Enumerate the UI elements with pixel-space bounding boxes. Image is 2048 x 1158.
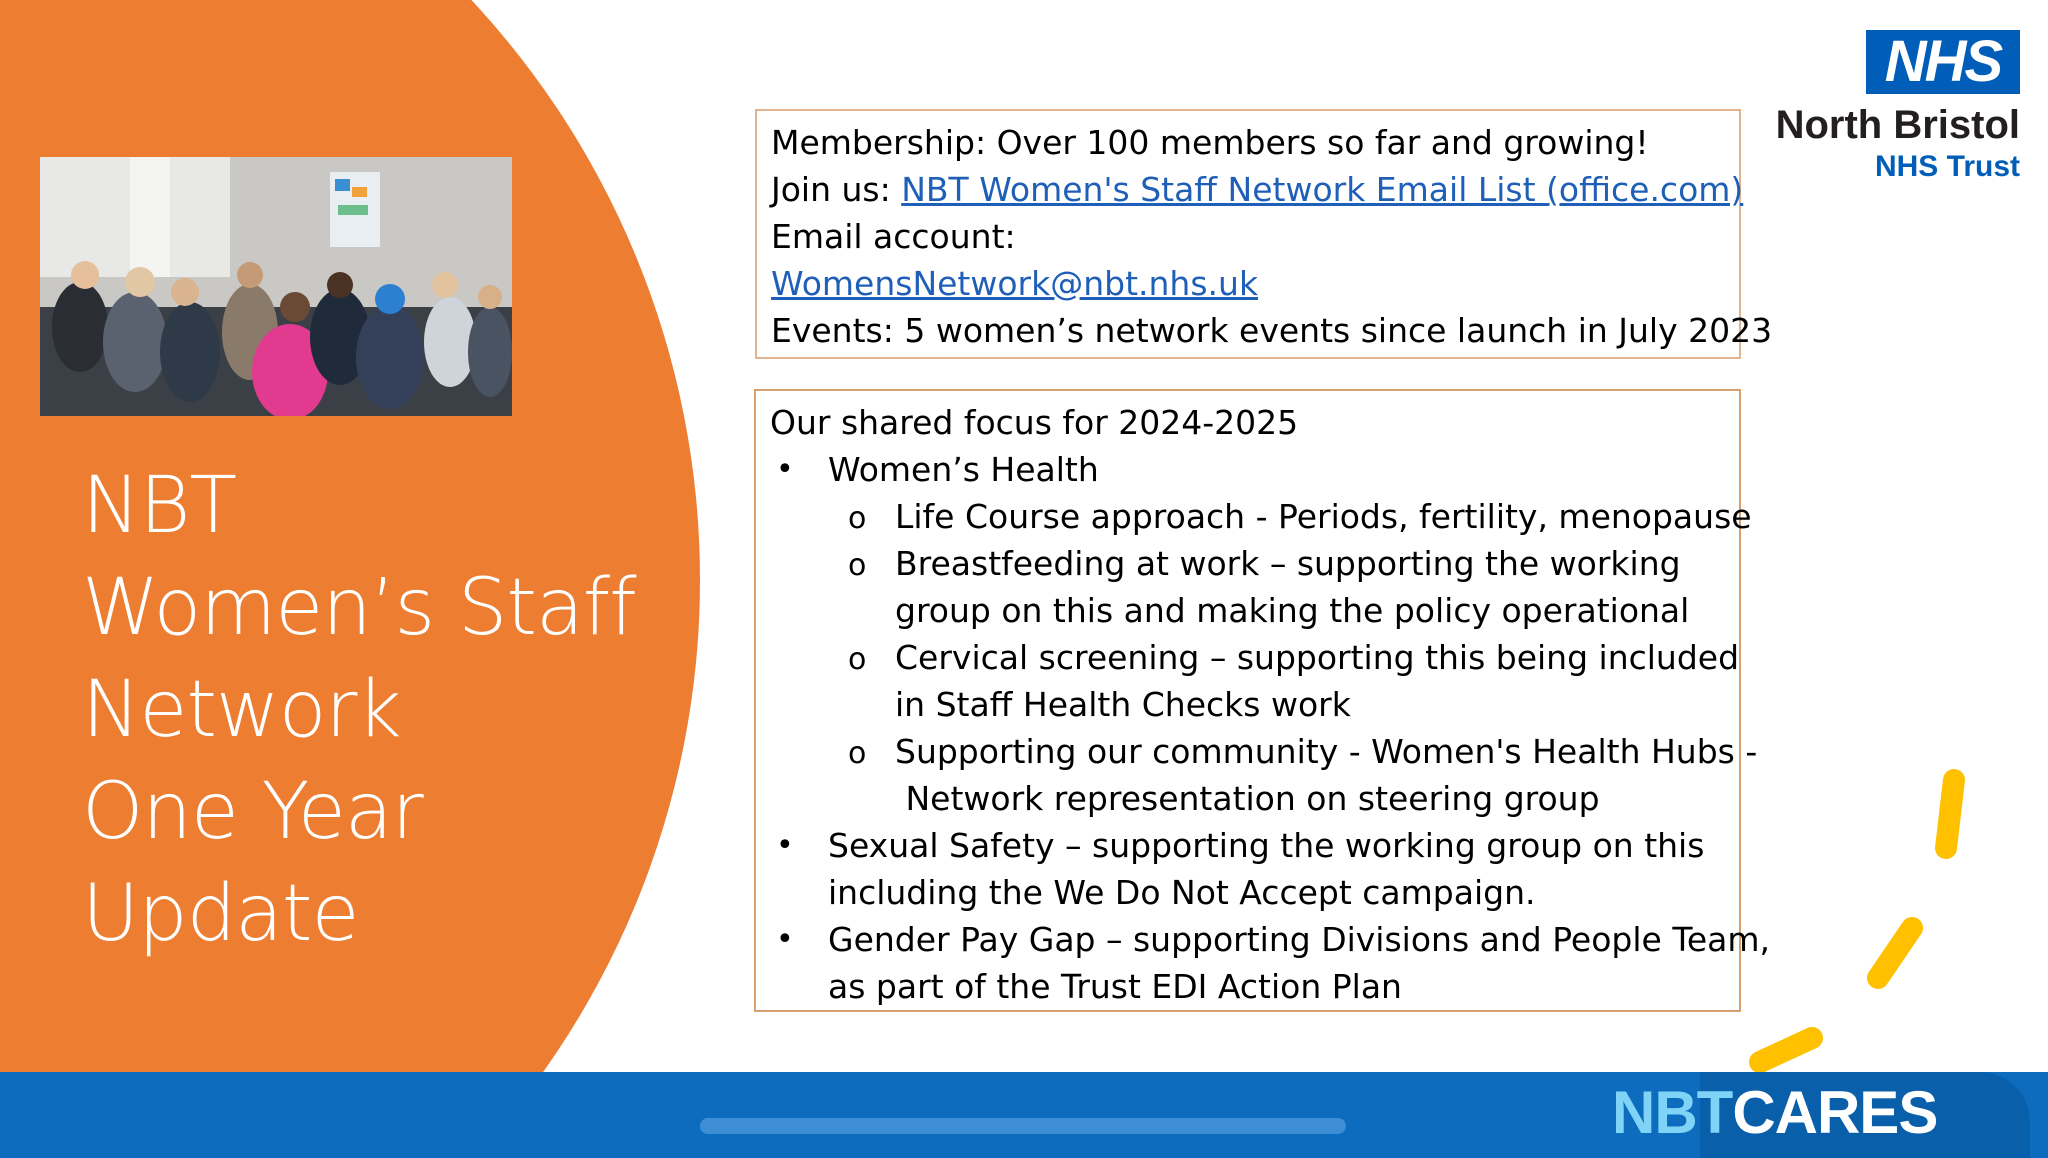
- sub-bullet-text: Cervical screening – supporting this being included: [895, 638, 1740, 677]
- bullet-text: Gender Pay Gap – supporting Divisions and People Team,: [828, 920, 1771, 959]
- nbtcares-nbt: NBT: [1612, 1079, 1733, 1146]
- sub-bullet-life-course: [770, 493, 1752, 540]
- nhs-trust-name: NHS Trust: [1874, 150, 2020, 183]
- circle-bullet-icon: o: [848, 548, 867, 583]
- membership-box: [755, 109, 1773, 359]
- bullet-text: Sexual Safety – supporting the working group on this: [828, 826, 1705, 865]
- sub-bullet-text: Network representation on steering group: [895, 779, 1600, 818]
- yellow-dash-decoration: [1720, 760, 1980, 1090]
- email-list-link[interactable]: NBT Women's Staff Network Email List (office.com): [901, 170, 1744, 209]
- focus-bullet-gender-pay-gap: [770, 916, 1771, 1010]
- events-text: Events: 5 women’s network events since launch in July 2023: [771, 311, 1773, 350]
- sub-bullet-text: in Staff Health Checks work: [895, 685, 1351, 724]
- sub-bullet-text: Supporting our community - Women's Health Hubs -: [895, 732, 1758, 771]
- email-address-link[interactable]: WomensNetwork@nbt.nhs.uk: [771, 264, 1259, 303]
- circle-bullet-icon: o: [848, 736, 867, 771]
- email-label: Email account:: [771, 217, 1016, 256]
- slide-title: [82, 455, 682, 965]
- title-line: Women’s Staff: [82, 563, 636, 653]
- membership-text: Membership: Over 100 members so far and growing!: [771, 123, 1649, 162]
- title-line: One Year: [82, 767, 423, 857]
- sub-bullet-cervical-screening: [770, 634, 1740, 728]
- nbtcares-cares: CARES: [1732, 1079, 1938, 1146]
- focus-bullet-womens-health: [770, 446, 1725, 493]
- circle-bullet-icon: o: [848, 501, 867, 536]
- nhs-logo: [1758, 30, 2020, 190]
- join-line: [771, 166, 1744, 213]
- scroll-indicator[interactable]: [700, 1118, 1346, 1134]
- bullet-icon: •: [776, 452, 794, 487]
- nhs-org-name: North Bristol: [1775, 103, 2020, 147]
- sub-bullet-breastfeeding: [770, 540, 1725, 634]
- bullet-text: Women’s Health: [828, 450, 1099, 489]
- nhs-lozenge: NHS: [1866, 30, 2020, 94]
- sub-bullet-text: Breastfeeding at work – supporting the working: [895, 544, 1681, 583]
- nbtcares-logo: [1612, 1080, 1937, 1146]
- join-prefix: Join us:: [771, 170, 902, 209]
- title-line: Network: [82, 665, 401, 755]
- sub-bullet-community: [770, 728, 1758, 822]
- bullet-icon: •: [776, 828, 794, 863]
- bullet-text: as part of the Trust EDI Action Plan: [828, 967, 1402, 1006]
- sub-bullet-text: Life Course approach - Periods, fertility, menopause: [895, 497, 1752, 536]
- bullet-text: including the We Do Not Accept campaign.: [828, 873, 1536, 912]
- title-line: NBT: [82, 461, 237, 551]
- focus-heading: Our shared focus for 2024-2025: [770, 403, 1299, 442]
- group-photo: [40, 157, 512, 416]
- focus-box: [754, 389, 1771, 1012]
- email-line: [771, 260, 1725, 307]
- sub-bullet-text: group on this and making the policy operational: [895, 591, 1690, 630]
- bullet-icon: •: [776, 922, 794, 957]
- circle-bullet-icon: o: [848, 642, 867, 677]
- focus-bullet-sexual-safety: [770, 822, 1725, 916]
- title-line: Update: [82, 869, 359, 959]
